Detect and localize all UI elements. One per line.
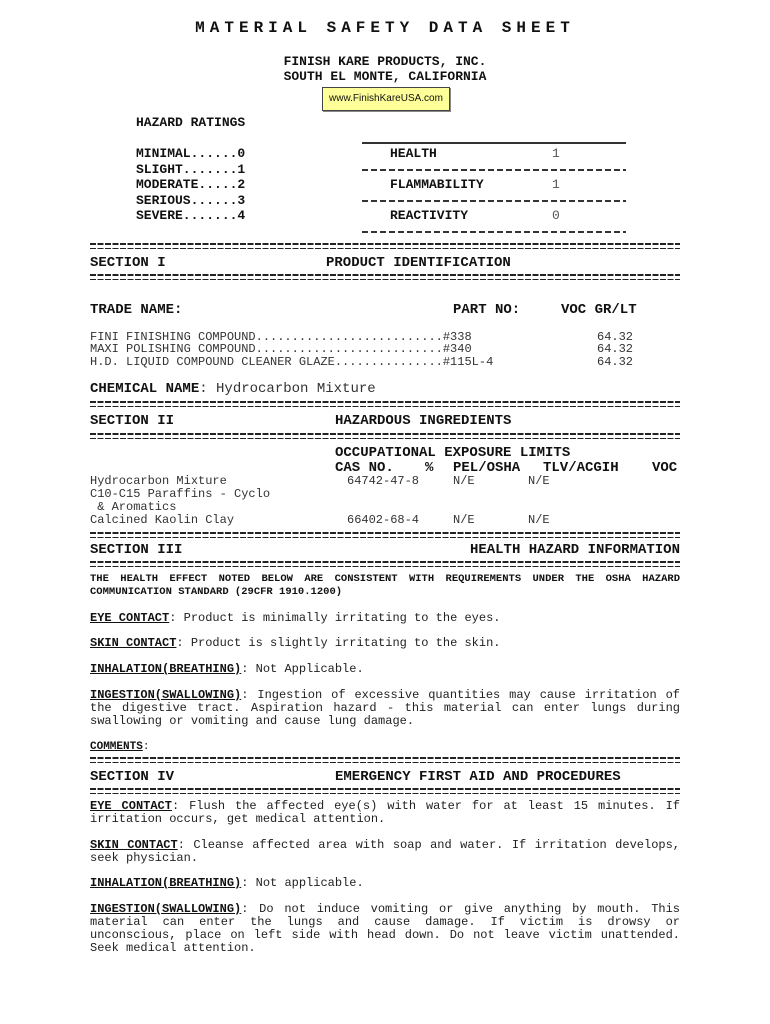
rating-value: 1 (552, 146, 560, 161)
rating-value: 1 (552, 177, 560, 192)
scale-item: MODERATE.....2 (136, 177, 246, 192)
section-title: HAZARDOUS INGREDIENTS (335, 413, 512, 429)
section-number: SECTION III (90, 542, 183, 558)
product-row: MAXI POLISHING COMPOUND..........................#340 (90, 342, 472, 356)
section-title: EMERGENCY FIRST AID AND PROCEDURES (335, 769, 621, 785)
ingredient-pel: N/E (453, 513, 475, 527)
double-rule (90, 788, 680, 794)
double-rule (90, 433, 680, 439)
scale-item: SLIGHT.......1 (136, 162, 246, 177)
ingredient-cas: 66402-68-4 (347, 513, 420, 527)
item-text: : Do not induce vomiting or give anything by mouth. This material can enter the lungs and cause damage. If victim is drowsy or unconscious, place on left side with head down. Do not leave victim unattended. Seek medical attention. (90, 902, 680, 955)
ingredient-name: Calcined Kaolin Clay (90, 513, 235, 527)
divider (362, 231, 626, 233)
ratings-top-rule (362, 142, 626, 144)
double-rule (90, 401, 680, 407)
double-rule (90, 274, 680, 280)
col-cas: CAS NO. (335, 460, 394, 476)
first-aid-item (90, 877, 680, 890)
oel-header: OCCUPATIONAL EXPOSURE LIMITS (335, 445, 571, 461)
section-title: HEALTH HAZARD INFORMATION (469, 542, 680, 558)
item-text: : Product is slightly irritating to the skin. (176, 636, 501, 650)
company-location: SOUTH EL MONTE, CALIFORNIA (283, 69, 487, 84)
chemical-name (90, 382, 376, 396)
health-item (90, 689, 680, 728)
double-rule (90, 561, 680, 567)
item-text: : Ingestion of excessive quantities may cause irritation of the digestive tract. Aspiration hazard - this material can enter lungs during swallowing or vomiting and cause lung damage. (90, 688, 680, 728)
item-label: EYE CONTACT (90, 611, 170, 625)
item-label: INGESTION(SWALLOWING) (90, 688, 242, 702)
product-voc: 64.32 (597, 355, 634, 369)
ingredient-name: C10-C15 Paraffins - Cyclo (90, 487, 271, 501)
rating-value: 0 (552, 208, 560, 223)
item-text: : Product is minimally irritating to the eyes. (169, 611, 501, 625)
double-rule (90, 757, 680, 763)
item-text: : Cleanse affected area with soap and water. If irritation develops, seek physician. (90, 838, 680, 865)
first-aid-item (90, 839, 680, 865)
osha-statement: THE HEALTH EFFECT NOTED BELOW ARE CONSISTENT WITH REQUIREMENTS UNDER THE OSHA HAZARD COMMUNICATION STANDARD (29CFR 1910.1200) (90, 573, 680, 598)
health-item (90, 663, 680, 676)
item-text: : (142, 741, 150, 753)
item-label: SKIN CONTACT (90, 838, 178, 852)
col-pel: PEL/OSHA (453, 460, 521, 476)
first-aid-item (90, 903, 680, 955)
ingredient-cas: 64742-47-8 (347, 474, 420, 488)
item-text: : Not applicable. (241, 876, 364, 890)
chemical-name-label: CHEMICAL NAME (90, 381, 200, 397)
product-voc: 64.32 (597, 330, 634, 344)
chemical-name-value: : Hydrocarbon Mixture (199, 381, 376, 397)
col-percent: % (425, 460, 434, 476)
ingredient-pel: N/E (453, 474, 475, 488)
product-row: FINI FINISHING COMPOUND..........................#338 (90, 330, 472, 344)
section-title: PRODUCT IDENTIFICATION (326, 255, 511, 271)
health-item (90, 612, 680, 625)
scale-item: SERIOUS......3 (136, 193, 246, 208)
col-tlv: TLV/ACGIH (543, 460, 619, 476)
item-text: : Not Applicable. (241, 662, 364, 676)
trade-name-header: TRADE NAME: (90, 302, 183, 318)
item-label: INGESTION(SWALLOWING) (90, 902, 242, 916)
section-number: SECTION IV (90, 769, 175, 785)
company-name: FINISH KARE PRODUCTS, INC. (283, 54, 487, 69)
scale-item: MINIMAL......0 (136, 146, 246, 161)
website-link[interactable]: www.FinishKareUSA.com (322, 87, 450, 111)
product-row: H.D. LIQUID COMPOUND CLEANER GLAZE...............#115L-4 (90, 355, 494, 369)
ingredient-name: & Aromatics (90, 500, 177, 514)
item-label: EYE CONTACT (90, 799, 172, 813)
double-rule (90, 532, 680, 538)
hazard-heading: HAZARD RATINGS (136, 115, 246, 130)
first-aid-item (90, 800, 680, 826)
voc-header: VOC GR/LT (561, 302, 637, 318)
ingredient-tlv: N/E (528, 513, 550, 527)
rating-label: FLAMMABILITY (390, 177, 484, 192)
rating-label: REACTIVITY (390, 208, 469, 223)
rating-label: HEALTH (390, 146, 437, 161)
item-label: COMMENTS (90, 741, 143, 753)
health-item (90, 741, 680, 754)
health-item (90, 637, 680, 650)
section-number: SECTION II (90, 413, 175, 429)
scale-item: SEVERE.......4 (136, 208, 246, 223)
product-voc: 64.32 (597, 342, 634, 356)
section-number: SECTION I (90, 255, 166, 271)
item-text: : Flush the affected eye(s) with water for at least 15 minutes. If irritation occurs, get medical attention. (90, 799, 680, 826)
ingredient-name: Hydrocarbon Mixture (90, 474, 227, 488)
document-title: MATERIAL SAFETY DATA SHEET (195, 19, 575, 37)
item-label: SKIN CONTACT (90, 636, 177, 650)
ingredient-tlv: N/E (528, 474, 550, 488)
divider (362, 200, 626, 202)
part-no-header: PART NO: (453, 302, 521, 318)
col-voc: VOC (652, 460, 678, 476)
double-rule (90, 243, 680, 249)
item-label: INHALATION(BREATHING) (90, 662, 242, 676)
item-label: INHALATION(BREATHING) (90, 876, 242, 890)
divider (362, 169, 626, 171)
